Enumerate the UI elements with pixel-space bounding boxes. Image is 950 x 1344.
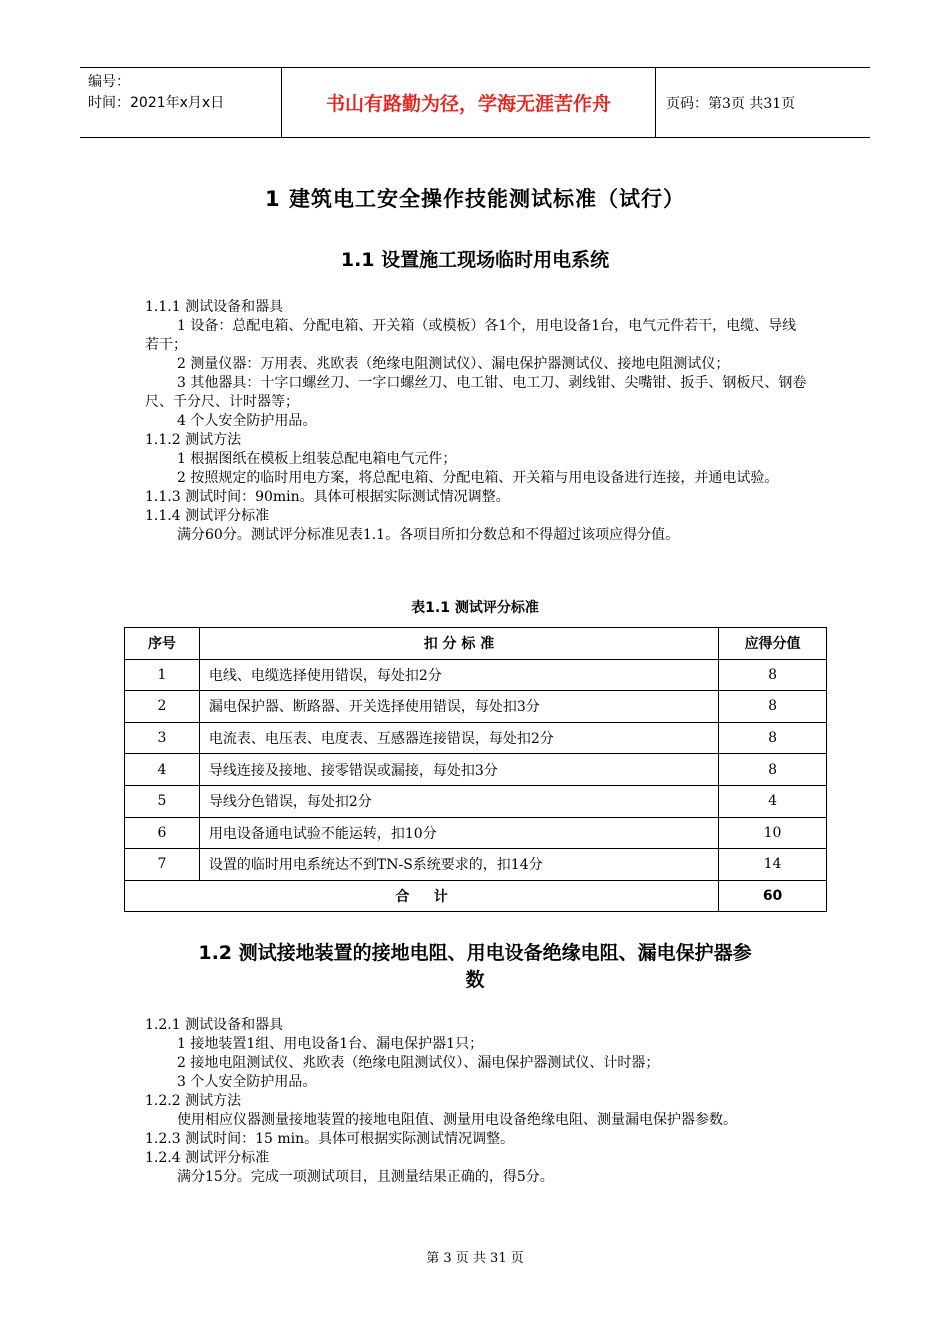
column-header-score: 应得分值	[719, 628, 827, 660]
row-criteria: 设置的临时用电系统达不到TN-S系统要求的，扣14分	[199, 849, 718, 881]
row-index: 5	[125, 785, 200, 817]
row-criteria: 电线、电缆选择使用错误，每处扣2分	[199, 659, 718, 691]
subsection-heading: 1.2.2 测试方法	[145, 1093, 242, 1109]
total-label: 合 计	[125, 880, 719, 912]
table-row	[125, 817, 827, 849]
header-time: 时间：2021年x月x日	[88, 95, 225, 111]
table-row	[125, 722, 827, 754]
header-meta	[80, 68, 282, 137]
subsection-heading: 1.2.1 测试设备和器具	[145, 1017, 284, 1033]
section-1-2-heading-line1: 1.2 测试接地装置的接地电阻、用电设备绝缘电阻、漏电保护器参	[198, 942, 752, 964]
subsection-heading: 1.1.4 测试评分标准	[145, 508, 270, 524]
paragraph: 1 设备：总配电箱、分配电箱、开关箱（或模板）各1个，用电设备1台，电气元件若干，电缆、导线若干；	[145, 318, 797, 353]
row-score: 8	[719, 659, 827, 691]
row-index: 3	[125, 722, 200, 754]
header-page-info: 页码：第3页 共31页	[666, 95, 796, 112]
page-header	[80, 67, 870, 138]
row-criteria: 漏电保护器、断路器、开关选择使用错误，每处扣3分	[199, 691, 718, 723]
row-score: 8	[719, 691, 827, 723]
total-value: 60	[719, 880, 827, 912]
row-score: 4	[719, 785, 827, 817]
page-footer: 第 3 页 共 31 页	[426, 1251, 524, 1266]
paragraph: 2 接地电阻测试仪、兆欧表（绝缘电阻测试仪）、漏电保护器测试仪、计时器；	[177, 1055, 660, 1071]
paragraph: 1 根据图纸在模板上组装总配电箱电气元件；	[177, 451, 457, 467]
section-1-1-body	[145, 298, 810, 545]
section-1-1-heading: 1.1 设置施工现场临时用电系统	[340, 249, 610, 271]
header-motto: 书山有路勤为径，学海无涯苦作舟	[282, 68, 656, 137]
row-index: 6	[125, 817, 200, 849]
row-criteria: 导线连接及接地、接零错误或漏接，每处扣3分	[199, 754, 718, 786]
row-score: 8	[719, 722, 827, 754]
table-total-row	[125, 880, 827, 912]
subsection-heading: 1.1.1 测试设备和器具	[145, 299, 284, 315]
subsection-heading: 1.2.4 测试评分标准	[145, 1150, 270, 1166]
section-1-2-heading-line2: 数	[465, 969, 485, 991]
section-1-2-body	[145, 1016, 810, 1187]
table-row	[125, 754, 827, 786]
scoring-table	[124, 627, 827, 912]
paragraph: 2 测量仪器：万用表、兆欧表（绝缘电阻测试仪）、漏电保护器测试仪、接地电阻测试仪；	[177, 356, 730, 372]
subsection-heading: 1.1.3 测试时间：90min。具体可根据实际测试情况调整。	[145, 489, 510, 505]
paragraph: 使用相应仪器测量接地装置的接地电阻值、测量用电设备绝缘电阻、测量漏电保护器参数。	[177, 1112, 737, 1128]
row-index: 1	[125, 659, 200, 691]
paragraph: 3 其他器具：十字口螺丝刀、一字口螺丝刀、电工钳、电工刀、剥线钳、尖嘴钳、扳手、钢板尺、钢卷尺、千分尺、计时器等；	[145, 375, 807, 410]
document-title: 1 建筑电工安全操作技能测试标准（试行）	[265, 187, 685, 211]
paragraph: 满分15分。完成一项测试项目，且测量结果正确的，得5分。	[177, 1169, 554, 1185]
section-1-2-heading	[0, 940, 950, 994]
row-score: 8	[719, 754, 827, 786]
paragraph: 满分60分。测试评分标准见表1.1。各项目所扣分数总和不得超过该项应得分值。	[177, 527, 680, 543]
subsection-heading: 1.2.3 测试时间：15 min。具体可根据实际测试情况调整。	[145, 1131, 515, 1147]
table-row	[125, 785, 827, 817]
table-row	[125, 659, 827, 691]
row-score: 10	[719, 817, 827, 849]
row-criteria: 电流表、电压表、电度表、互感器连接错误，每处扣2分	[199, 722, 718, 754]
row-criteria: 导线分色错误，每处扣2分	[199, 785, 718, 817]
row-score: 14	[719, 849, 827, 881]
paragraph: 3 个人安全防护用品。	[177, 1074, 317, 1090]
table-caption: 表1.1 测试评分标准	[411, 600, 539, 616]
column-header-criteria: 扣 分 标 准	[199, 628, 718, 660]
row-index: 7	[125, 849, 200, 881]
header-code: 编号：	[88, 74, 130, 90]
paragraph: 1 接地装置1组、用电设备1台、漏电保护器1只；	[177, 1036, 484, 1052]
row-index: 2	[125, 691, 200, 723]
paragraph: 4 个人安全防护用品。	[177, 413, 317, 429]
subsection-heading: 1.1.2 测试方法	[145, 432, 242, 448]
row-index: 4	[125, 754, 200, 786]
column-header-index: 序号	[125, 628, 200, 660]
table-header-row	[125, 628, 827, 660]
table-row	[125, 849, 827, 881]
paragraph: 2 按照规定的临时用电方案，将总配电箱、分配电箱、开关箱与用电设备进行连接，并通电试验。	[177, 470, 779, 486]
table-row	[125, 691, 827, 723]
row-criteria: 用电设备通电试验不能运转，扣10分	[199, 817, 718, 849]
